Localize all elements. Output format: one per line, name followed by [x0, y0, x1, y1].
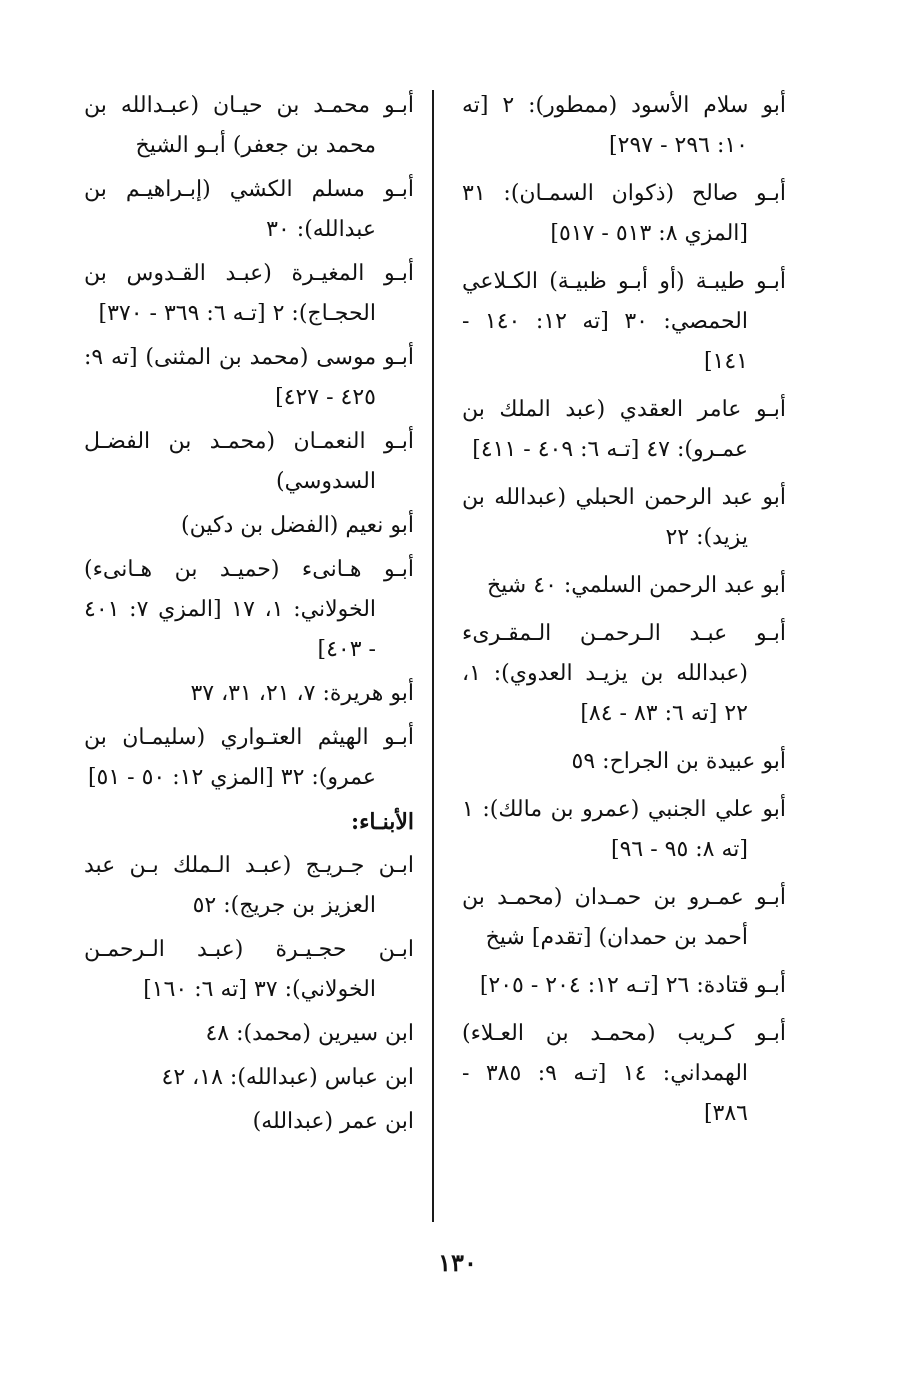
index-entry: أبـو عبـد الـرحمـن الـمقـرىء (عبدالله بن يزيـد العدوي): ١، ٢٢ [ته ٦: ٨٣ - ٨٤]: [462, 621, 786, 726]
index-entry: أبـو محمـد بن حيـان (عبـدالله بن محمد بن جعفر) أبـو الشيخ: [84, 93, 414, 158]
index-entry: أبـو النعمـان (محمـد بن الفضـل السدوسي): [84, 429, 414, 494]
index-entry: أبـو موسى (محمد بن المثنى) [ته ٩: ٤٢٥ - ٤٢٧]: [84, 345, 414, 410]
index-entry: ابـن حجـيـرة (عبـد الـرحمـن الخولاني): ٣٧ [ته ٦: ١٦٠]: [84, 937, 414, 1002]
index-entry: أبو هريرة: ٧، ٢١، ٣١، ٣٧: [190, 681, 414, 706]
index-entry: ابن عباس (عبدالله): ١٨، ٤٢: [161, 1065, 414, 1090]
index-entry: ابـن جـريـج (عبـد الـملك بـن عبد العزيز بن جريج): ٥٢: [84, 853, 414, 918]
index-entry: أبو سلام الأسود (ممطور): ٢ [ته ١٠: ٢٩٦ - ٢٩٧]: [462, 93, 786, 158]
index-entry: أبو علي الجنبي (عمرو بن مالك): ١ [ته ٨: ٩٥ - ٩٦]: [462, 797, 786, 862]
index-entry: أبو عبد الرحمن السلمي: ٤٠ شيخ: [486, 573, 786, 598]
section-heading: الأبنـاء:: [350, 809, 414, 835]
index-column-right: [462, 86, 786, 1142]
index-column-left: [84, 86, 414, 1146]
index-entry: أبو نعيم (الفضل بن دكين): [181, 513, 414, 538]
index-entry: أبـو عمـرو بن حمـدان (محمـد بن أحمد بن حمدان) [تقدم] شيخ: [462, 885, 786, 950]
index-entry: أبـو المغيـرة (عبـد القـدوس بن الحجـاج): ٢ [تـه ٦: ٣٦٩ - ٣٧٠]: [84, 261, 414, 326]
index-entry: أبـو هـانىء (حميـد بن هـانىء) الخولاني: ١، ١٧ [المزي ٧: ٤٠١ - ٤٠٣]: [84, 557, 414, 662]
index-entry: أبـو طيبـة (أو أبـو ظبيـة) الكـلاعي الحمصي: ٣٠ [ته ١٢: ١٤٠ - ١٤١]: [462, 269, 786, 374]
index-entry: أبو عبيدة بن الجراح: ٥٩: [571, 749, 786, 774]
column-divider: [432, 90, 434, 1222]
index-entry: أبـو مسلم الكشي (إبـراهيـم بن عبدالله): ٣٠: [84, 177, 414, 242]
index-entry: ابن سيرين (محمد): ٤٨: [205, 1021, 414, 1046]
index-entry: أبـو قتادة: ٢٦ [تـه ١٢: ٢٠٤ - ٢٠٥]: [479, 973, 786, 998]
index-entry: أبو عبد الرحمن الحبلي (عبدالله بن يزيد): ٢٢: [462, 485, 786, 550]
index-entry: ابن عمر (عبدالله): [252, 1109, 414, 1134]
index-entry: أبـو عامر العقدي (عبد الملك بن عمـرو): ٤٧ [تـه ٦: ٤٠٩ - ٤١١]: [462, 397, 786, 462]
index-entry: أبـو كـريب (محمـد بن العـلاء) الهمداني: ١٤ [تـه ٩: ٣٨٥ - ٣٨٦]: [462, 1021, 786, 1126]
page-number: ١٣٠: [438, 1248, 477, 1277]
index-entry: أبـو صالح (ذكوان السمـان): ٣١ [المزي ٨: ٥١٣ - ٥١٧]: [462, 181, 786, 246]
index-entry: أبـو الهيثم العتـواري (سليمـان بن عمرو): ٣٢ [المزي ١٢: ٥٠ - ٥١]: [84, 725, 414, 790]
